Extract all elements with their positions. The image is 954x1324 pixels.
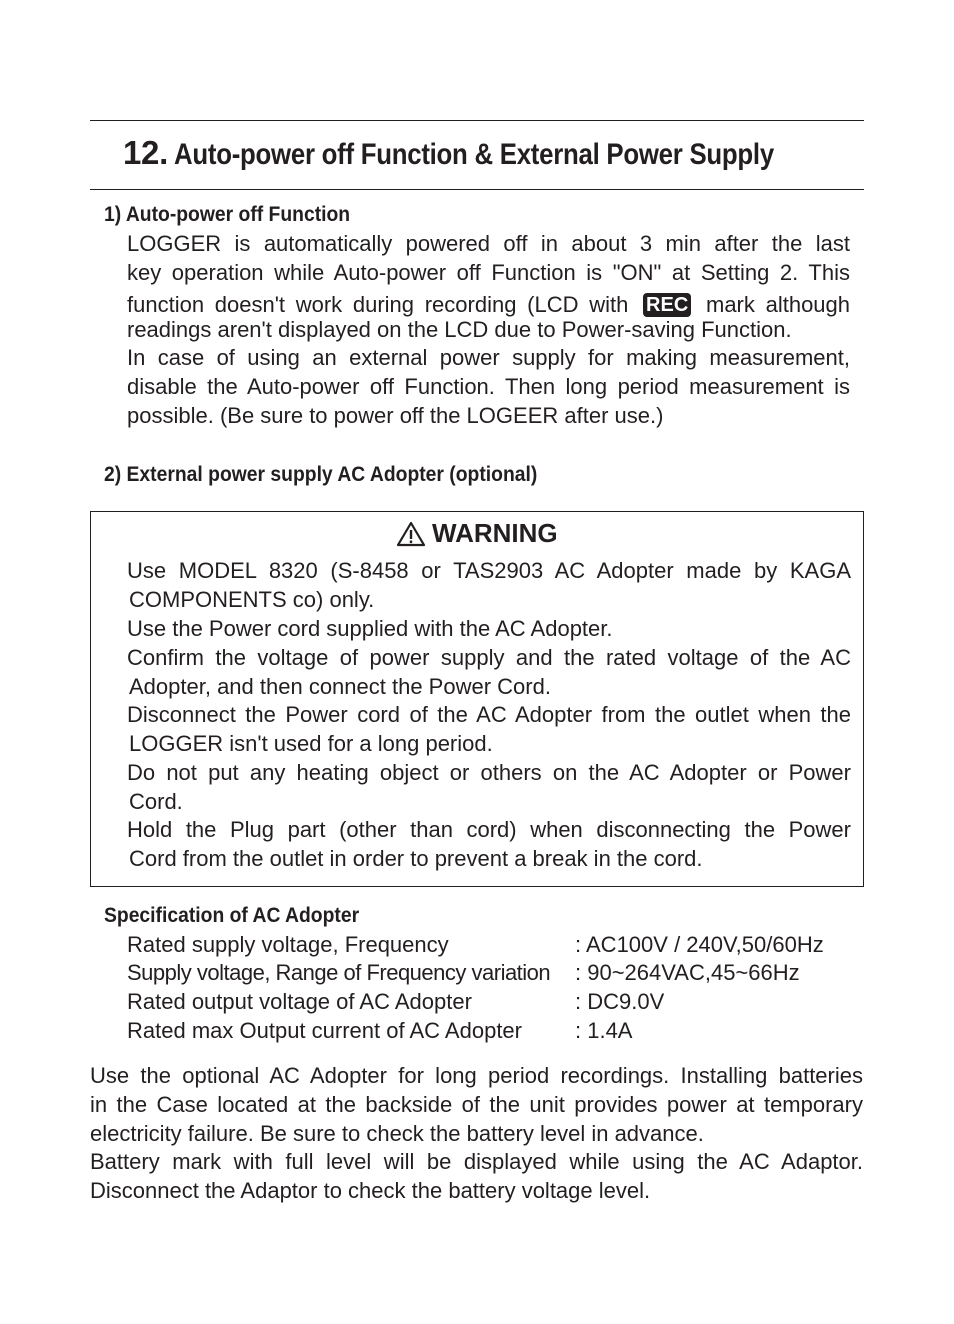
warning-item [127,615,851,644]
warning-item-line: LOGGER isn't used for a long period. [129,730,493,756]
warning-triangle-icon [396,521,426,547]
warning-item-line: Do not put any heating object or others on the AC Adopter or Power [127,760,851,785]
closing-paragraph [90,1062,863,1206]
text-line: key operation while Auto-power off Function is "ON" at Setting 2. This [127,259,850,285]
warning-item-line: Disconnect the Power cord of the AC Adopter from the outlet when the [127,702,851,727]
text-line: disable the Auto-power off Function. Then long period measurement is [127,374,850,400]
text-line: readings aren't displayed on the LCD due to Power-saving Function. [127,316,792,342]
bottom-rule [90,189,864,190]
spec-value: : 90~264VAC,45~66Hz [575,960,800,985]
warning-item [127,816,851,874]
warning-item [127,759,851,817]
warning-item-line: Cord from the outlet in order to prevent a break in the cord. [129,845,703,871]
text-line: electricity failure. Be sure to check the battery level in advance. [90,1120,704,1146]
auto-power-heading: 1) Auto-power off Function [104,203,351,226]
warning-item-line: Hold the Plug part (other than cord) when disconnecting the Power [127,817,851,842]
text-line: possible. (Be sure to power off the LOGEER after use.) [127,402,664,428]
spec-label: Rated output voltage of AC Adopter [127,989,472,1014]
text-line: Disconnect the Adaptor to check the battery voltage level. [90,1178,651,1204]
section-title [123,134,872,172]
text-fragment: function doesn't work during recording (LCD with [127,291,629,317]
external-power-heading: 2) External power supply AC Adopter (optional) [104,463,538,486]
spec-label: Supply voltage, Range of Frequency variation [127,960,551,985]
text-line: In case of using an external power supply for making measurement, [127,345,850,371]
text-line: LOGGER is automatically powered off in about 3 min after the last [127,231,850,256]
warning-item-line: COMPONENTS co) only. [129,586,375,612]
spec-value: : DC9.0V [575,989,665,1014]
spec-label: Rated supply voltage, Frequency [127,932,449,957]
spec-label: Rated max Output current of AC Adopter [127,1018,522,1043]
auto-power-paragraph [127,230,850,431]
warning-title: WARNING [432,518,558,548]
warning-item-line: Adopter, and then connect the Power Cord. [129,673,551,699]
text-fragment: mark although [706,291,851,317]
text-line: Use the optional AC Adopter for long period recordings. Installing batteries [90,1063,863,1088]
text-line: Battery mark with full level will be displayed while using the AC Adaptor. [90,1149,863,1175]
rec-badge-icon: REC [643,293,691,317]
warning-item [127,557,851,615]
spec-value: : AC100V / 240V,50/60Hz [575,932,824,957]
top-rule [90,120,864,121]
section-title-text: Auto-power off Function & External Power Supply [173,138,774,171]
warning-item-line: Use MODEL 8320 (S-8458 or TAS2903 AC Adopter made by KAGA [127,558,851,583]
section-number: 12. [123,134,168,171]
warning-item [127,644,851,702]
warning-item-line: Use the Power cord supplied with the AC Adopter. [127,616,613,641]
text-line: in the Case located at the backside of the unit provides power at temporary [90,1091,863,1117]
spec-value: : 1.4A [575,1018,633,1043]
spec-heading: Specification of AC Adopter [104,904,360,927]
warning-item-line: Cord. [129,788,183,814]
warning-item-line: Confirm the voltage of power supply and the rated voltage of the AC [127,645,851,670]
warning-item [127,701,851,759]
warning-box [90,511,864,887]
warning-heading [396,518,558,549]
